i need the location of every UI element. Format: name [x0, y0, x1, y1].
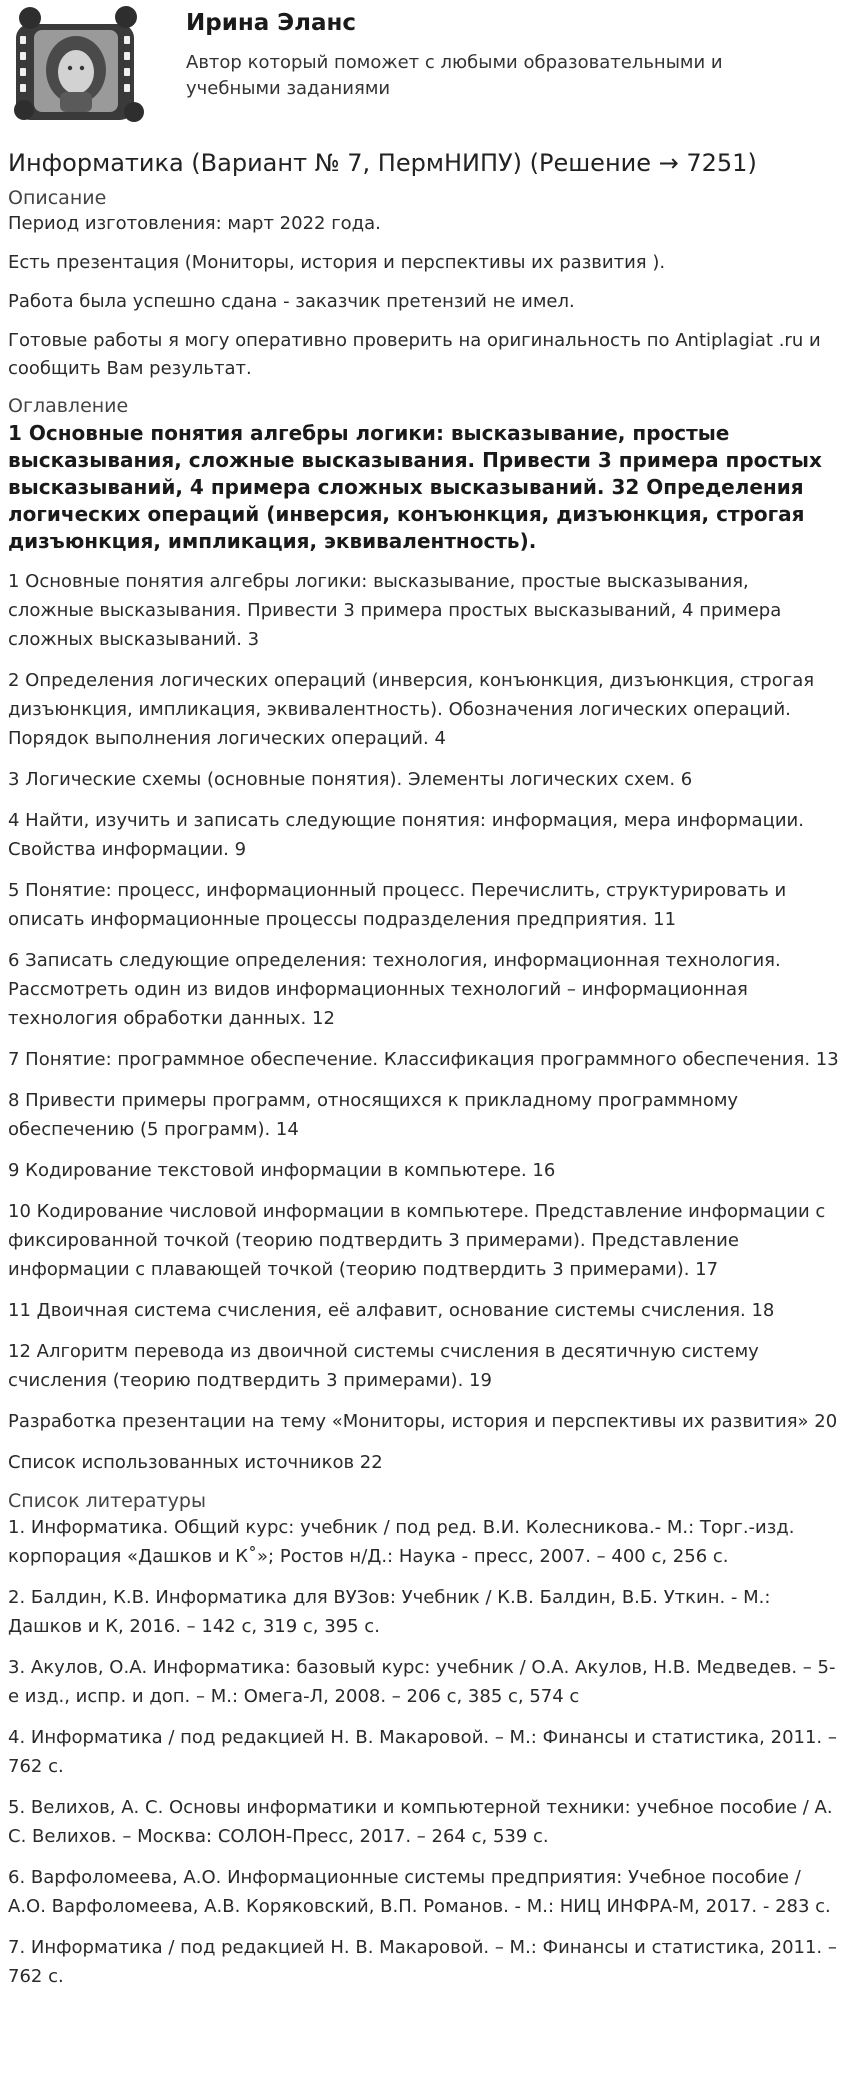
toc-item: 3 Логические схемы (основные понятия). Элементы логических схем. 6: [8, 769, 693, 790]
description-body: [8, 210, 840, 383]
author-avatar[interactable]: [8, 6, 148, 126]
author-header: [0, 0, 847, 145]
literature-item: 2. Балдин, К.В. Информатика для ВУЗов: Учебник / К.В. Балдин, В.Б. Уткин. - М.: Дашков и К, 2016. – 142 с, 319 с, 395 с.: [8, 1587, 771, 1637]
toc-list: [8, 567, 840, 1477]
toc-item: 9 Кодирование текстовой информации в компьютере. 16: [8, 1160, 556, 1181]
toc-item: 11 Двоичная система счисления, её алфавит, основание системы счисления. 18: [8, 1300, 775, 1321]
toc-item: 2 Определения логических операций (инверсия, конъюнкция, дизъюнкция, строгая дизъюнкция, импликация, эквивалентность). Обозначения логических операций. Порядок выполнения логических операций. 4: [8, 670, 815, 749]
work-title: Информатика (Вариант № 7, ПермНИПУ) (Решение → 7251): [8, 149, 757, 177]
toc-item: 12 Алгоритм перевода из двоичной системы счисления в десятичную систему счисления (теорию подтвердить 3 примерами). 19: [8, 1341, 759, 1391]
description-paragraph: Период изготовления: март 2022 года.: [8, 213, 381, 234]
literature-item: 3. Акулов, О.А. Информатика: базовый курс: учебник / О.А. Акулов, Н.В. Медведев. – 5-е изд., испр. и доп. – М.: Омега-Л, 2008. – 206 с, 385 с, 574 с: [8, 1657, 836, 1707]
literature-label: Список литературы: [8, 1490, 206, 1512]
description-paragraph: Работа была успешно сдана - заказчик претензий не имел.: [8, 291, 575, 312]
toc-item: 7 Понятие: программное обеспечение. Классификация программного обеспечения. 13: [8, 1049, 839, 1070]
toc-item: 1 Основные понятия алгебры логики: высказывание, простые высказывания, сложные высказывания. Привести 3 примера простых высказываний, 4 примера сложных высказываний. 3: [8, 571, 782, 650]
literature-item: 5. Велихов, А. С. Основы информатики и компьютерной техники: учебное пособие / А. С. Велихов. – Москва: СОЛОН-Пресс, 2017. – 264 с, 539 с.: [8, 1797, 833, 1847]
literature-item: 7. Информатика / под редакцией Н. В. Макаровой. – М.: Финансы и статистика, 2011. – 762 с.: [8, 1937, 837, 1987]
toc-item: 4 Найти, изучить и записать следующие понятия: информация, мера информации. Свойства информации. 9: [8, 810, 804, 860]
toc-item: 5 Понятие: процесс, информационный процесс. Перечислить, структурировать и описать информационные процессы подразделения предприятия. 11: [8, 880, 787, 930]
toc-item: 6 Записать следующие определения: технология, информационная технология. Рассмотреть один из видов информационных технологий – информационная технология обработки данных. 12: [8, 950, 781, 1029]
work-content: [8, 146, 840, 2003]
literature-list: [8, 1513, 840, 1991]
toc-item: Список использованных источников 22: [8, 1452, 383, 1473]
author-name[interactable]: Ирина Эланс: [186, 10, 357, 36]
toc-item: 8 Привести примеры программ, относящихся к прикладному программному обеспечению (5 программ). 14: [8, 1090, 739, 1140]
author-description: Автор который поможет с любыми образовательными и учебными заданиями: [186, 52, 723, 99]
toc-label: Оглавление: [8, 395, 129, 417]
literature-item: 6. Варфоломеева, А.О. Информационные системы предприятия: Учебное пособие / А.О. Варфоломеева, А.В. Коряковский, В.П. Романов. - М.: НИЦ ИНФРА-М, 2017. - 283 с.: [8, 1867, 831, 1917]
literature-item: 1. Информатика. Общий курс: учебник / под ред. В.И. Колесникова.- М.: Торг.-изд. корпорация «Дашков и К˚»; Ростов н/Д.: Наука - пресс, 2007. – 400 с, 256 с.: [8, 1517, 795, 1567]
description-label: Описание: [8, 187, 107, 209]
toc-item: 10 Кодирование числовой информации в компьютере. Представление информации с фиксированной точкой (теорию подтвердить 3 примерами). Представление информации с плавающей точкой (теорию подтвердить 3 примерами). 17: [8, 1201, 826, 1280]
toc-heading: 1 Основные понятия алгебры логики: высказывание, простые высказывания, сложные высказывания. Привести 3 примера простых высказываний, 4 примера сложных высказываний. 32 Определения логических операций (инверсия, конъюнкция, дизъюнкция, строгая дизъюнкция, импликация, эквивалентность).: [8, 421, 822, 553]
description-paragraph: Готовые работы я могу оперативно проверить на оригинальность по Antiplagiat .ru и сообщить Вам результат.: [8, 330, 821, 379]
toc-item: Разработка презентации на тему «Мониторы, история и перспективы их развития» 20: [8, 1411, 838, 1432]
literature-item: 4. Информатика / под редакцией Н. В. Макаровой. – М.: Финансы и статистика, 2011. – 762 с.: [8, 1727, 837, 1777]
description-paragraph: Есть презентация (Мониторы, история и перспективы их развития ).: [8, 252, 666, 273]
